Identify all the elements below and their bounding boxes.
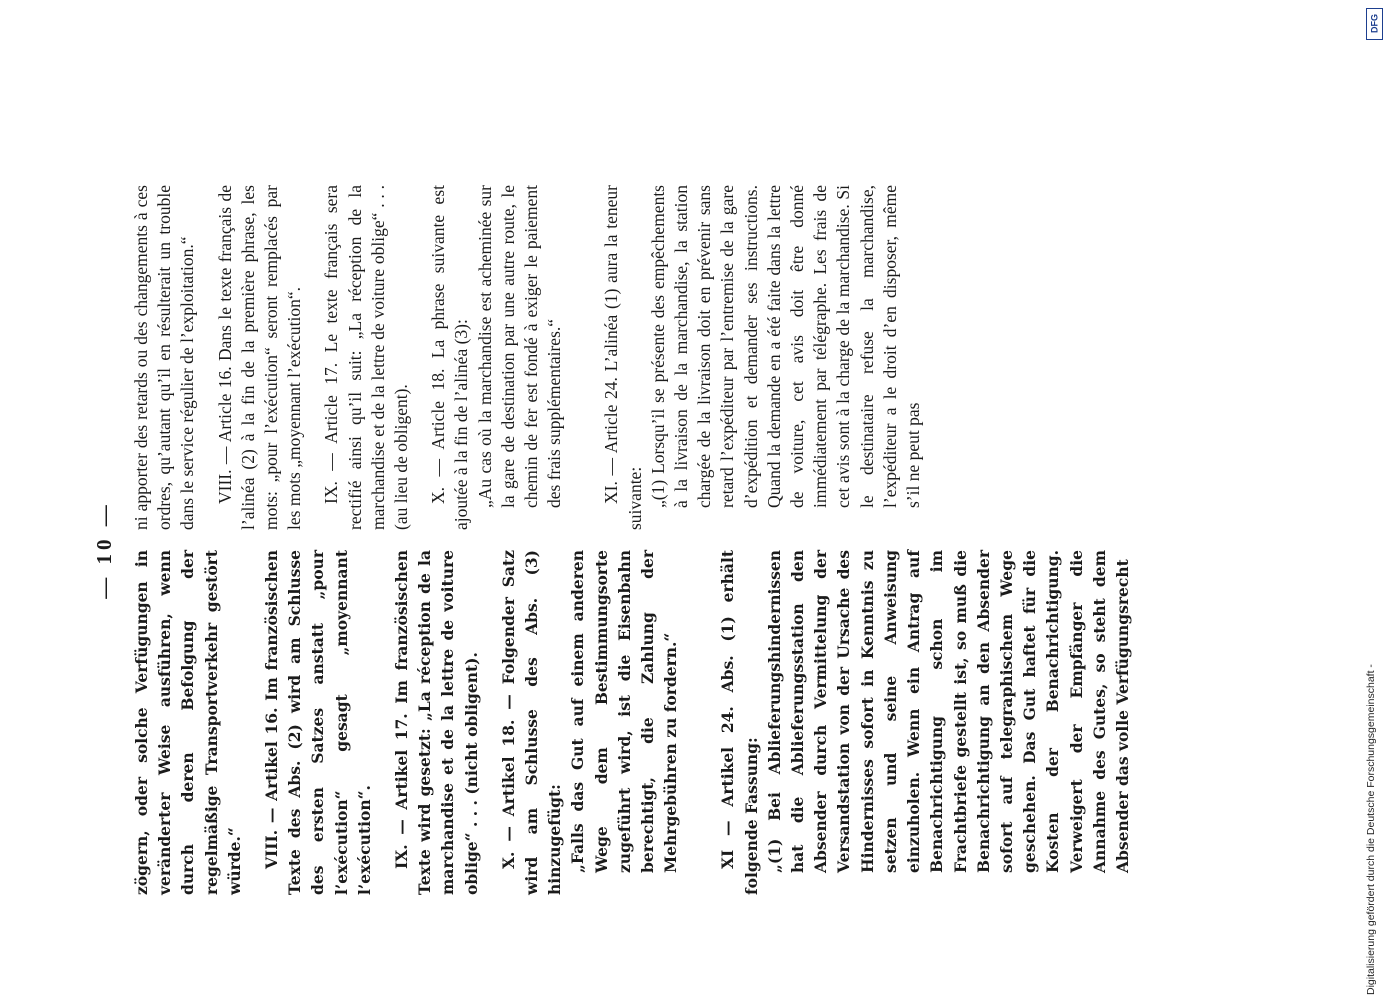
french-article-17: IX. — Article 17. Le texte français sera rectifié ainsi qu’il suit: „La réception de la marchandise et de la lettre de voiture oblige“ . . . (au lieu de obligent). — [321, 185, 412, 530]
german-article-18-quote-block — [566, 550, 682, 895]
german-article-24-intro: XI — Artikel 24. Abs. (1) erhält folgende Fassung: — [718, 550, 761, 895]
french-article-18-quote-block — [474, 185, 567, 530]
rotated-page — [70, 170, 1250, 930]
digitization-footer: Digitalisierung gefördert durch die Deutsche Forschungsgemeinschaft - — [1365, 664, 1377, 995]
german-article-18-quote: „Falls das Gut auf einem anderen Wege dem Bestimmungsorte zugeführt wird, ist die Eisenbahn berechtigt, die Zahlung der Mehrgebühren zu fordern.“ — [568, 550, 681, 873]
french-article-24-intro: XI. — Article 24. L’alinéa (1) aura la teneur suivante: — [601, 185, 645, 530]
dfg-logo: DFG — [1366, 8, 1383, 40]
german-column — [130, 550, 1134, 895]
french-article-18-intro: X. — Article 18. La phrase suivante est ajoutée à la fin de l’alinéa (3): — [428, 185, 472, 530]
french-article-24-quote-block — [647, 185, 925, 530]
german-article-16: VIII. — Artikel 16. Im französischen Texte des Abs. (2) wird am Schlusse des ersten Satzes anstatt „pour l’exécution“ gesagt „moyennant l’exécution“. — [262, 550, 374, 895]
french-column — [130, 185, 925, 530]
french-article-24-quote: „(1) Lorsqu’il se présente des empêchements à la livraison de la marchandise, la station chargée de la livraison doit en prévenir sans retard l’expéditeur par l’entremise de la gare d’expédition et demander ses instructions. Quand la demande en a été faite dans la lettre de voiture, cet avis doit être donné immédiatement par télégraphe. Les frais de cet avis sont à la charge de la marchandise. Si le destinataire refuse la marchandise, l’expéditeur a le droit d’en disposer, même s’il ne peut pas — [647, 185, 924, 508]
german-article-24-quote-block — [763, 550, 1134, 895]
german-article-17: IX. — Artikel 17. Im französischen Texte wird gesetzt: „La réception de la marchandise et de la lettre de voiture oblige“ . . . (nicht obligent). — [392, 550, 481, 895]
german-article-18-intro: X. — Artikel 18. — Folgender Satz wird am Schlusse des Abs. (3) hinzugefügt: — [498, 550, 565, 895]
page-number: — 10 — — [92, 501, 116, 599]
german-continuation: zögern, oder solche Verfügungen in veränderter Weise ausführen, wenn durch deren Befolgung der regelmäßige Transportverkehr gestört würde.“ — [132, 550, 244, 895]
french-article-18-quote: „Au cas où la marchandise est acheminée sur la gare de destination par une autre route, le chemin de fer est fondé à exiger le paiement des frais supplémentaires.“ — [474, 185, 565, 508]
german-article-24-quote: „(1) Bei Ablieferungshindernissen hat die Ablieferungsstation den Absender durch Vermittelung der Versandstation von der Ursache des Hindernisses sofort in Kenntnis zu setzen und seine Anweisung einzuholen. Wenn ein Antrag auf Benachrichtigung schon im Frachtbriefe gestellt ist, so muß die Benachrichtigung an den Absender sofort auf telegraphischem Wege geschehen. Das Gut haftet für die Kosten der Benachrichtigung. Verweigert der Empfänger die Annahme des Gutes, so steht dem Absender das volle Verfügungsrecht — [764, 550, 1132, 873]
french-article-16: VIII. — Article 16. Dans le texte français de l’alinéa (2) à la fin de la première phrase, les mots: „pour l’exécution“ seront remplacés par les mots „moyennant l’exécution“. — [214, 185, 305, 530]
french-continuation: ni apporter des retards ou des changements à ces ordres, qu’autant qu’il en résulterait un trouble dans le service régulier de l’exploitation.“ — [131, 185, 198, 530]
